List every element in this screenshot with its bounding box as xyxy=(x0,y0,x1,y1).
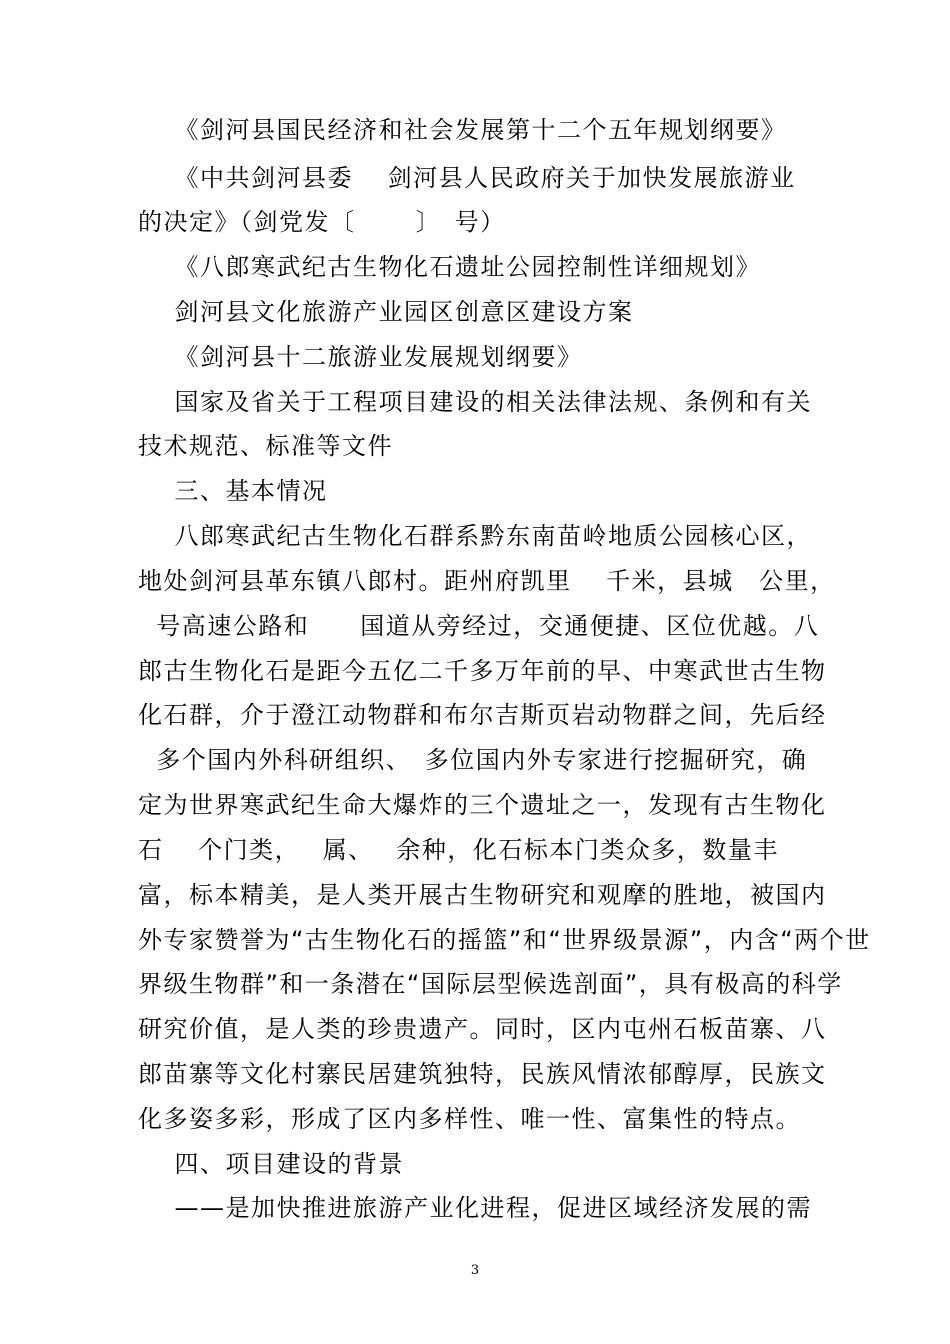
text-line: 郎古生物化石是距今五亿二千多万年前的早、中寒武世古生物 xyxy=(138,657,827,685)
text-line: 《剑河县国民经济和社会发展第十二个五年规划纲要》 xyxy=(138,116,787,144)
page-number: 3 xyxy=(470,1263,480,1278)
text-line: 八郎寒武纪古生物化石群系黔东南苗岭地质公园核心区， xyxy=(138,522,813,550)
text-line: 富，标本精美，是人类开展古生物研究和观摩的胜地，被国内 xyxy=(138,881,827,909)
section-heading: 三、基本情况 xyxy=(138,477,328,505)
text-line: 国家及省关于工程项目建设的相关法律法规、条例和有关 xyxy=(138,388,813,416)
text-line: 石 个门类， 属、 余种，化石标本门类众多，数量丰 xyxy=(138,836,779,864)
text-line: 剑河县文化旅游产业园区创意区建设方案 xyxy=(138,298,634,326)
text-line: 《剑河县十二旅游业发展规划纲要》 xyxy=(138,343,583,371)
text-line: 研究价值，是人类的珍贵遗产。同时，区内屯州石板苗寨、八 xyxy=(138,1015,827,1043)
text-line: 界级生物群”和一条潜在“国际层型候选剖面”，具有极高的科学 xyxy=(138,970,843,998)
text-line: ——是加快推进旅游产业化进程，促进区域经济发展的需 xyxy=(138,1194,813,1222)
text-line: 多个国内外科研组织、 多位国内外专家进行挖掘研究，确 xyxy=(138,746,808,774)
text-line: 《八郎寒武纪古生物化石遗址公园控制性详细规划》 xyxy=(138,253,762,281)
text-line: 号高速公路和 国道从旁经过，交通便捷、区位优越。八 xyxy=(138,612,820,640)
text-line: 的决定》（剑党发〔 〕 号） xyxy=(138,208,506,236)
text-line: 郎苗寨等文化村寨民居建筑独特，民族风情浓郁醇厚，民族文 xyxy=(138,1060,827,1088)
text-line: 定为世界寒武纪生命大爆炸的三个遗址之一，发现有古生物化 xyxy=(138,791,827,819)
text-line: 外专家赞誉为“古生物化石的摇篮”和“世界级景源”，内含“两个世 xyxy=(138,926,871,954)
text-line: 技术规范、标准等文件 xyxy=(138,432,393,460)
text-line: 化石群，介于澄江动物群和布尔吉斯页岩动物群之间，先后经 xyxy=(138,701,827,729)
section-heading: 四、项目建设的背景 xyxy=(138,1150,405,1178)
text-line: 《中共剑河县委 剑河县人民政府关于加快发展旅游业 xyxy=(138,164,796,192)
text-line: 地处剑河县革东镇八郎村。距州府凯里 千米，县城 公里， xyxy=(138,567,836,595)
text-line: 化多姿多彩，形成了区内多样性、唯一性、富集性的特点。 xyxy=(138,1105,801,1133)
